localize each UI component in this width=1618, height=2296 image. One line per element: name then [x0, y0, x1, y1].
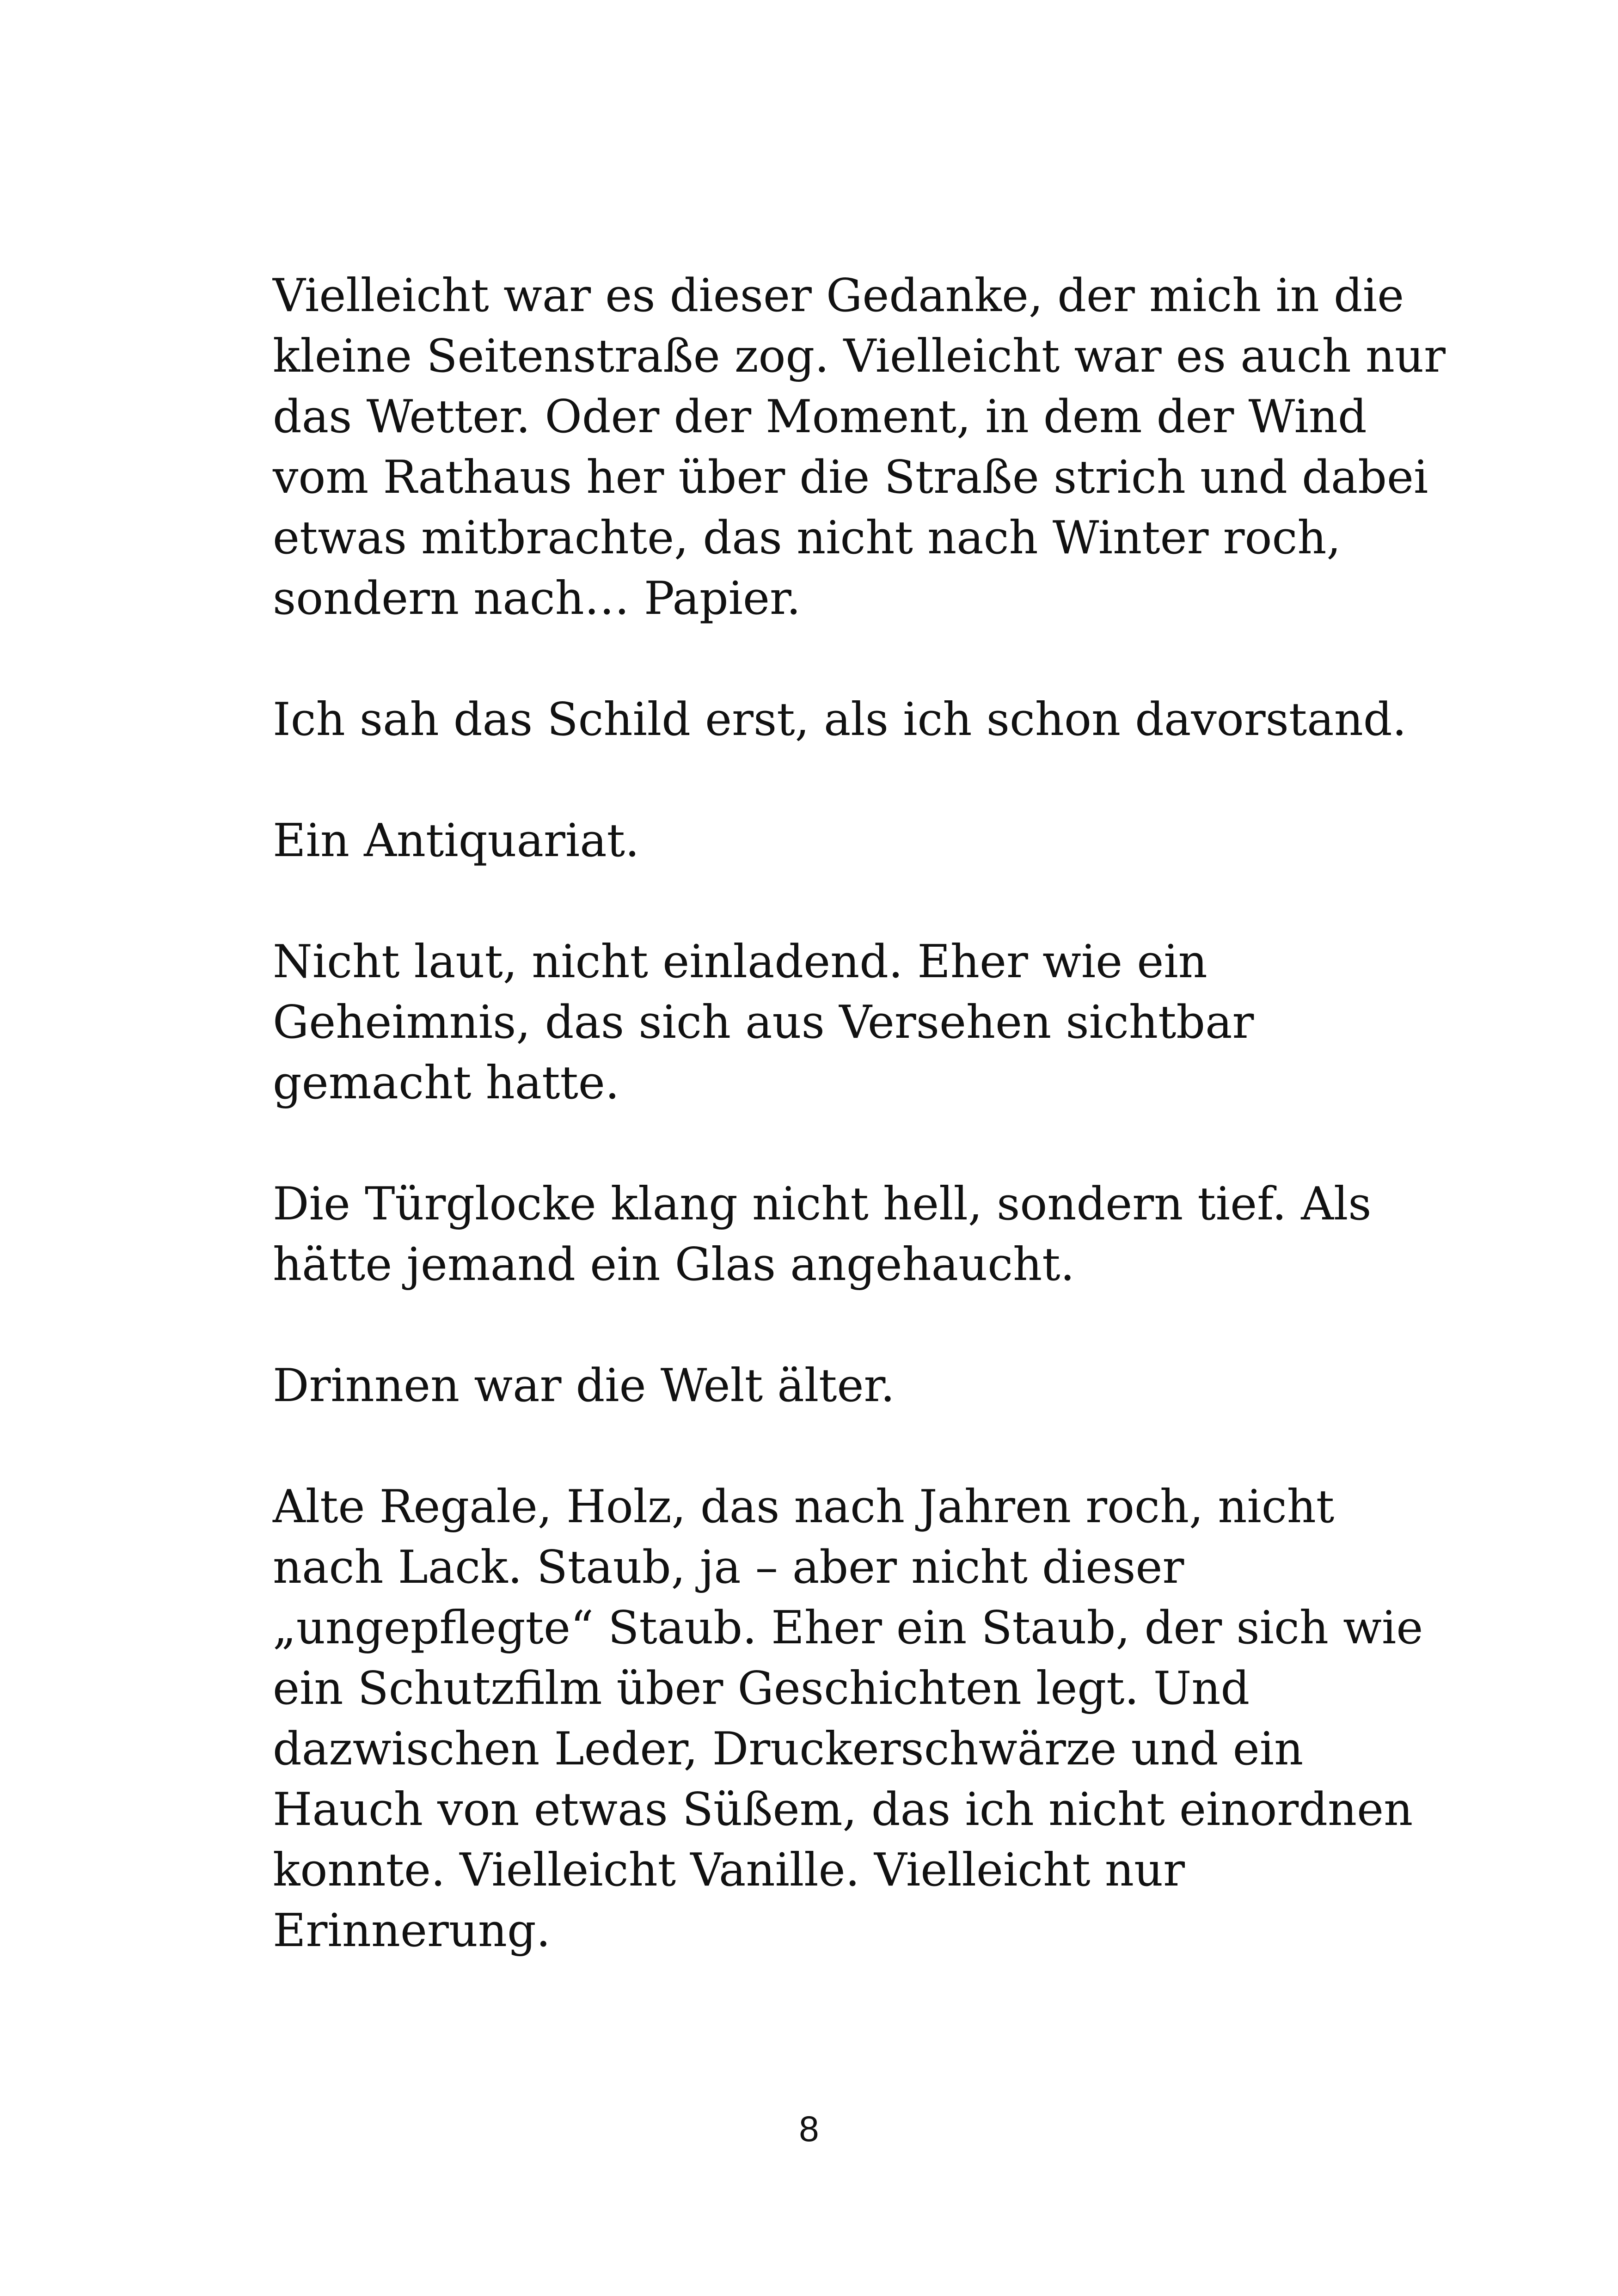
- paragraph-2: [273, 690, 1407, 750]
- text-line: Ein Antiquariat.: [273, 814, 640, 867]
- text-line: Drinnen war die Welt älter.: [273, 1359, 895, 1412]
- paragraph-6: [273, 1356, 1373, 1416]
- body-text: [273, 266, 1446, 2022]
- text-line: Erinnerung.: [273, 1904, 551, 1957]
- text-line: kleine Seitenstraße zog. Vielleicht war es auch nur: [273, 330, 1446, 383]
- text-line: Alte Regale, Holz, das nach Jahren roch, nicht: [273, 1481, 1335, 1533]
- text-line: sondern nach… Papier.: [273, 572, 801, 625]
- text-line: Die Türglocke klang nicht hell, sondern tief. Als: [273, 1178, 1372, 1231]
- text-line: gemacht hatte.: [273, 1057, 620, 1109]
- text-line: vom Rathaus her über die Straße strich und dabei: [273, 451, 1428, 504]
- text-line: „ungepflegte“ Staub. Eher ein Staub, der sich wie: [273, 1602, 1423, 1654]
- paragraph-4: [273, 932, 1373, 1114]
- text-line: ein Schutzfilm über Geschichten legt. Und: [273, 1662, 1250, 1715]
- text-line: Geheimnis, das sich aus Versehen sichtbar: [273, 996, 1254, 1049]
- text-line: dazwischen Leder, Druckerschwärze und ein: [273, 1723, 1304, 1776]
- text-line: konnte. Vielleicht Vanille. Vielleicht nur: [273, 1844, 1185, 1897]
- text-line: Ich sah das Schild erst, als ich schon davorstand.: [273, 693, 1407, 746]
- paragraph-3: [273, 811, 1373, 871]
- text-line: Vielleicht war es dieser Gedanke, der mich in die: [273, 269, 1404, 322]
- text-line: hätte jemand ein Glas angehaucht.: [273, 1238, 1075, 1291]
- text-line: Hauch von etwas Süßem, das ich nicht einordnen: [273, 1783, 1413, 1836]
- page-number: 8: [799, 2108, 819, 2149]
- text-line: nach Lack. Staub, ja – aber nicht dieser: [273, 1541, 1184, 1594]
- text-line: Nicht laut, nicht einladend. Eher wie ein: [273, 936, 1207, 988]
- text-line: etwas mitbrachte, das nicht nach Winter roch,: [273, 512, 1341, 564]
- text-line: das Wetter. Oder der Moment, in dem der Wind: [273, 391, 1367, 443]
- paragraph-5: [273, 1174, 1373, 1295]
- paragraph-1: [273, 266, 1446, 629]
- paragraph-7: [273, 1477, 1423, 1961]
